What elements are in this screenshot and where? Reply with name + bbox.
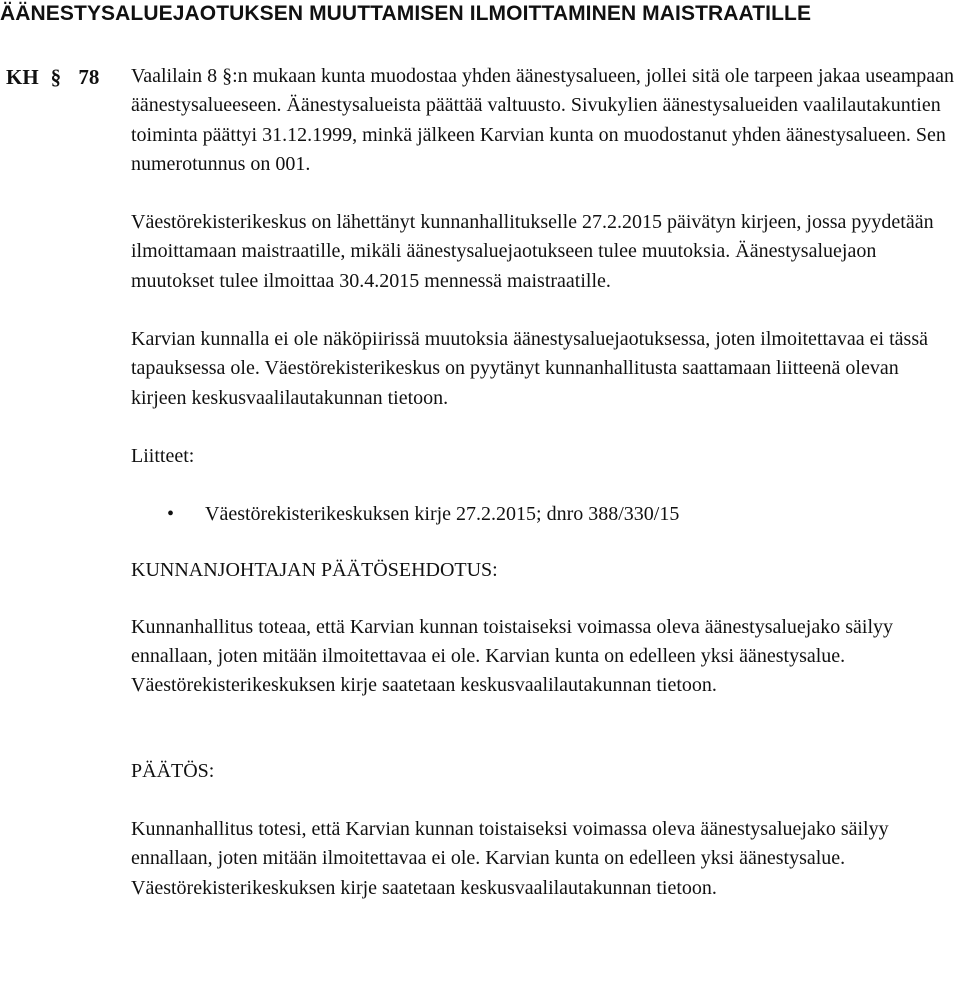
proposal-text: Kunnanhallitus toteaa, että Karvian kunnan toistaiseksi voimassa oleva äänestysaluejako säilyy ennallaan, joten mitään ilmoitettavaa ei ole. Karvian kunta on edelleen yksi äänestysalue. Väestörekisterikeskuksen kirje saatetaan keskusvaalilautakunnan tietoon. xyxy=(131,615,894,697)
bullet-icon: • xyxy=(167,503,175,526)
attachments-list xyxy=(131,500,957,529)
decision-title: PÄÄTÖS: xyxy=(131,759,215,782)
paragraph-1: Vaalilain 8 §:n mukaan kunta muodostaa yhden äänestysalueen, jollei sitä ole tarpeen jakaa useampaan äänestysalueeseen. Äänestysalueista päättää valtuusto. Sivukylien äänestysalueiden vaalilautakuntien toiminta päättyi 31.12.1999, minkä jälkeen Karvian kunta on muodostanut yhden äänestysalueen. Sen numerotunnus on 001. xyxy=(131,65,955,175)
document-body xyxy=(131,62,957,932)
attachment-text: Väestörekisterikeskuksen kirje 27.2.2015; dnro 388/330/15 xyxy=(205,503,680,526)
paragraph-2: Väestörekisterikeskus on lähettänyt kunnanhallitukselle 27.2.2015 päivätyn kirjeen, jossa pyydetään ilmoittamaan maistraatille, mikäli äänestysaluejaotukseen tulee muutoksia. Äänestysaluejaon muutokset tulee ilmoittaa 30.4.2015 mennessä maistraatille. xyxy=(131,211,934,292)
item-number xyxy=(6,65,99,90)
paragraph-3: Karvian kunnalla ei ole näköpiirissä muutoksia äänestysaluejaotuksessa, joten ilmoitettavaa ei tässä tapauksessa ole. Väestörekisterikeskus on pyytänyt kunnanhallitusta saattamaan liitteenä olevan kirjeen keskusvaalilautakunnan tietoon. xyxy=(131,328,928,409)
page-heading: ÄÄNESTYSALUEJAOTUKSEN MUUTTAMISEN ILMOITTAMINEN MAISTRAATILLE xyxy=(0,2,812,25)
item-number-value: 78 xyxy=(78,65,100,89)
section-mark: § xyxy=(50,65,62,89)
decision-text: Kunnanhallitus totesi, että Karvian kunnan toistaiseksi voimassa oleva äänestysaluejako säilyy ennallaan, joten mitään ilmoitettavaa ei ole. Karvian kunta on edelleen yksi äänestysalue. Väestörekisterikeskuksen kirje saatetaan keskusvaalilautakunnan tietoon. xyxy=(131,818,889,899)
attachments-label: Liitteet: xyxy=(131,444,195,467)
proposal-title: KUNNANJOHTAJAN PÄÄTÖSEHDOTUS: xyxy=(131,558,498,581)
item-label: KH xyxy=(6,65,39,89)
attachment-item xyxy=(131,500,957,529)
